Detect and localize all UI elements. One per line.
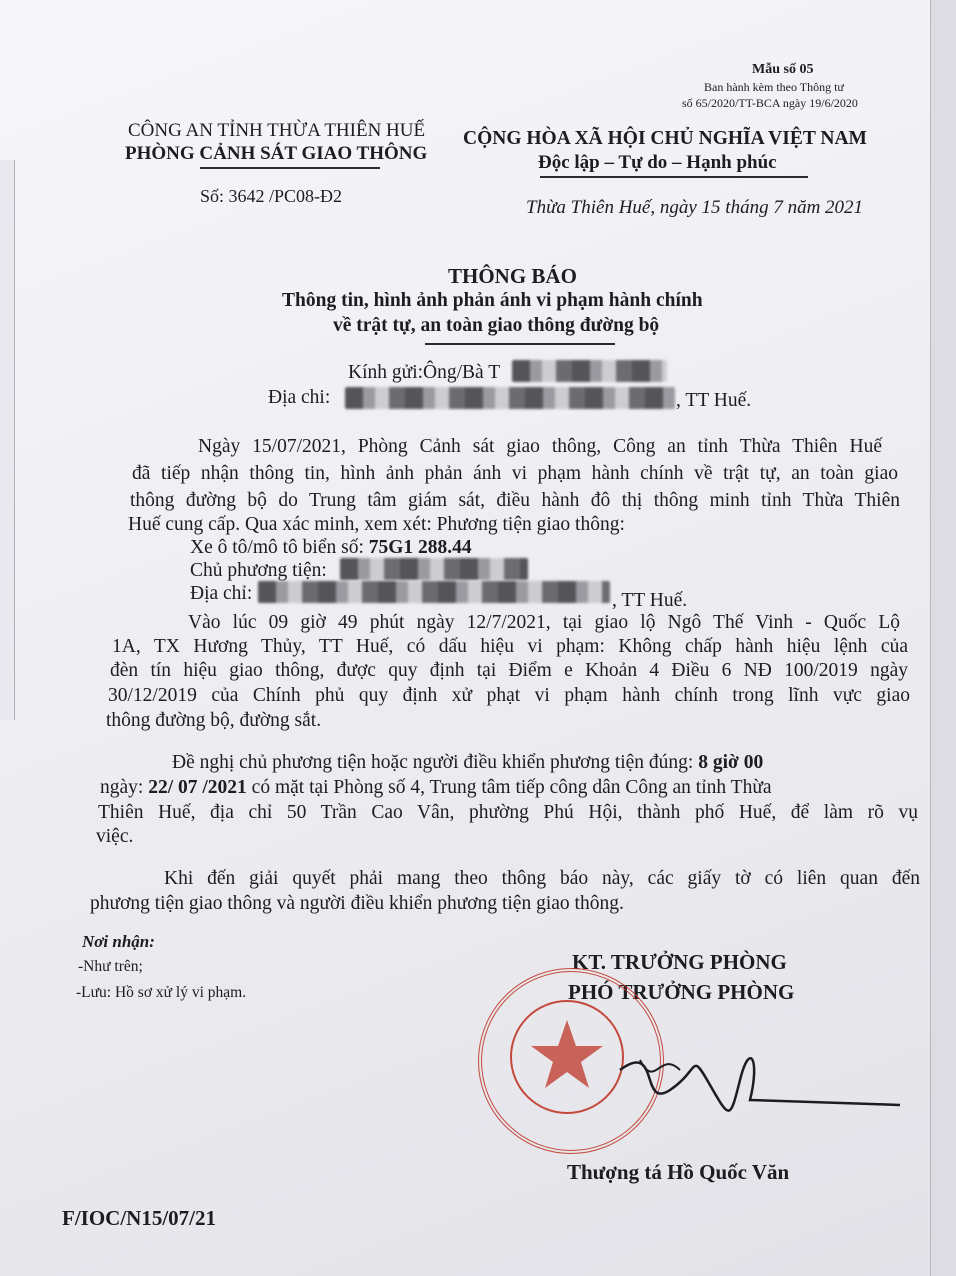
paragraph-3-line-1 [172,752,763,774]
appointment-request-text: Đề nghị chủ phương tiện hoặc người điều khiển phương tiện đúng: [172,752,699,773]
nation-title: CỘNG HÒA XÃ HỘI CHỦ NGHĨA VIỆT NAM [463,128,867,149]
underlying-page-edge [930,0,956,1276]
paragraph-3-line-4: việc. [96,826,134,847]
form-issued-line1: Ban hành kèm theo Thông tư [704,80,844,94]
paragraph-2-line-4: 30/12/2019 của Chính phủ quy định xử phạt vi phạm hành chính trong lĩnh vực giao [108,685,910,706]
owner-address-suffix: , TT Huế. [612,590,688,611]
appointment-time: 8 giờ 00 [698,752,764,773]
paragraph-3-line-2 [100,777,772,799]
paragraph-3-line-3: Thiên Huế, địa chỉ 50 Trần Cao Vân, phường Phú Hội, thành phố Huế, để làm rõ vụ [98,802,918,823]
motto-underline [540,176,808,178]
paragraph-1-line-4: Huế cung cấp. Qua xác minh, xem xét: Phương tiện giao thông: [128,514,625,535]
agency-name: CÔNG AN TỈNH THỪA THIÊN HUẾ [128,120,426,141]
recipient-greeting: Kính gửi:Ông/Bà T [348,362,501,383]
paragraph-4-line-1: Khi đến giải quyết phải mang theo thông báo này, các giấy tờ có liên quan đến [164,868,920,889]
redacted-owner-name [340,558,528,580]
document-subtitle-1: Thông tin, hình ảnh phản ánh vi phạm hành chính [282,290,703,311]
left-page-edge [0,160,15,720]
signature-title-2: PHÓ TRƯỞNG PHÒNG [568,980,795,1004]
national-motto: Độc lập – Tự do – Hạnh phúc [538,152,777,173]
place-date: Thừa Thiên Huế, ngày 15 tháng 7 năm 2021 [526,197,864,218]
handwritten-signature [600,1030,930,1140]
owner-address-label: Địa chỉ: [190,583,253,604]
paragraph-1-line-3: thông đường bộ do Trung tâm giám sát, điều hành đô thị thông minh tỉnh Thừa Thiên [130,490,900,511]
paragraph-2-line-3: đèn tín hiệu giao thông, được quy định tại Điểm e Khoản 4 Điều 6 NĐ 100/2019 ngày [110,660,908,681]
signature-title-1: KT. TRƯỞNG PHÒNG [572,950,787,974]
document-subtitle-2: về trật tự, an toàn giao thông đường bộ [333,315,660,336]
signer-name: Thượng tá Hồ Quốc Văn [567,1160,790,1184]
form-issued-line2: số 65/2020/TT-BCA ngày 19/6/2020 [682,96,858,110]
form-number: Mẫu số 05 [752,62,814,77]
redacted-recipient-address [345,387,675,409]
paragraph-1-line-2: đã tiếp nhận thông tin, hình ảnh phản ánh vi phạm hành chính về trật tự, an toàn giao [132,463,898,484]
plate-row [190,537,472,559]
document-number: Số: 3642 /PC08-Đ2 [200,186,343,206]
appointment-date: 22/ 07 /2021 [148,777,247,798]
recipients-line-2: -Lưu: Hồ sơ xử lý vi phạm. [76,984,247,1001]
recipient-address-label: Địa chi: [268,387,331,408]
recipients-line-1: -Như trên; [78,958,143,975]
department-underline [200,167,380,169]
paragraph-2-line-2: 1A, TX Hương Thủy, TT Huế, có dấu hiệu vi phạm: Không chấp hành hiệu lệnh của [112,636,908,657]
title-underline [425,343,615,345]
plate-value: 75G1 288.44 [368,537,472,558]
paragraph-2-line-5: thông đường bộ, đường sắt. [106,710,322,731]
recipient-address-suffix: , TT Huế. [676,390,752,411]
redacted-recipient-name [512,360,667,382]
department-name: PHÒNG CẢNH SÁT GIAO THÔNG [125,143,428,164]
plate-label: Xe ô tô/mô tô biển số: [190,537,369,558]
redacted-owner-address [258,581,610,603]
appointment-location: có mặt tại Phòng số 4, Trung tâm tiếp công dân Công an tỉnh Thừa [246,777,772,798]
document-title: THÔNG BÁO [448,264,577,288]
owner-label: Chủ phương tiện: [190,560,327,581]
footer-code: F/IOC/N15/07/21 [62,1206,217,1230]
paragraph-4-line-2: phương tiện giao thông và người điều khiển phương tiện giao thông. [90,893,624,914]
paragraph-1-line-1: Ngày 15/07/2021, Phòng Cảnh sát giao thông, Công an tỉnh Thừa Thiên Huế [198,436,882,457]
recipients-label: Nơi nhận: [82,932,155,951]
paragraph-2-line-1: Vào lúc 09 giờ 49 phút ngày 12/7/2021, tại giao lộ Ngô Thế Vinh - Quốc Lộ [188,612,900,633]
date-prefix: ngày: [100,777,149,798]
